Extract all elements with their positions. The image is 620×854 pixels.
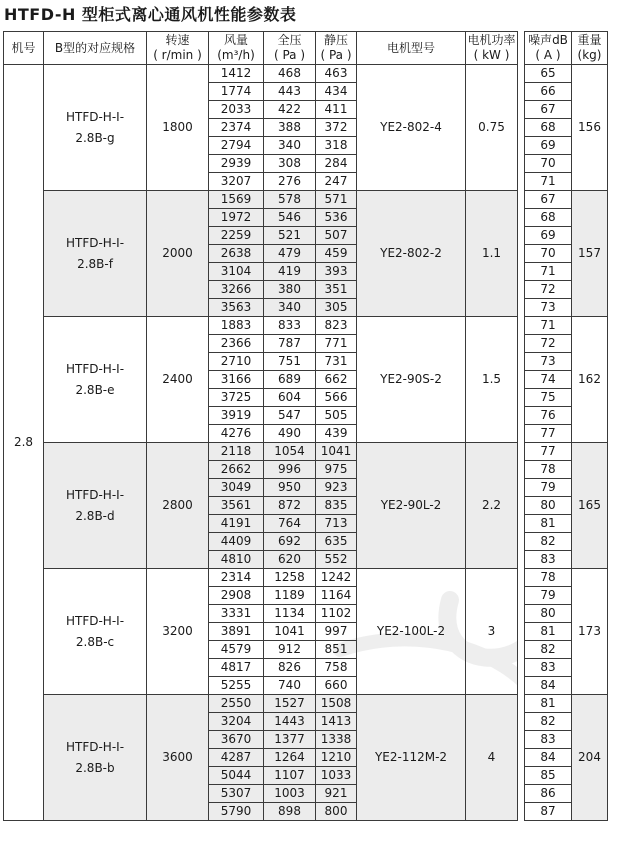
noise-cell: 72: [525, 335, 572, 353]
noise-cell: 79: [525, 479, 572, 497]
gap-cell: [518, 443, 525, 569]
static-pressure-cell: 823: [316, 317, 357, 335]
flow-cell: 5255: [209, 677, 264, 695]
spec-cell: [44, 695, 147, 821]
static-pressure-cell: 921: [316, 785, 357, 803]
total-pressure-cell: 547: [264, 407, 316, 425]
total-pressure-cell: 1041: [264, 623, 316, 641]
flow-cell: 2794: [209, 137, 264, 155]
weight-cell: 156: [572, 65, 608, 191]
spec-line-1: HTFD-H-I-: [65, 361, 125, 376]
static-pressure-cell: 434: [316, 83, 357, 101]
header-gap: [518, 32, 525, 65]
noise-cell: 83: [525, 659, 572, 677]
spec-line-1: HTFD-H-I-: [65, 109, 125, 124]
total-pressure-cell: 1003: [264, 785, 316, 803]
noise-cell: 84: [525, 749, 572, 767]
flow-cell: 2259: [209, 227, 264, 245]
weight-cell: 204: [572, 695, 608, 821]
flow-cell: 4287: [209, 749, 264, 767]
noise-cell: 80: [525, 605, 572, 623]
noise-cell: 71: [525, 173, 572, 191]
static-pressure-cell: 507: [316, 227, 357, 245]
static-pressure-cell: 1210: [316, 749, 357, 767]
gap-cell: [518, 317, 525, 443]
total-pressure-cell: 950: [264, 479, 316, 497]
noise-cell: 66: [525, 83, 572, 101]
motor-power-cell: 3: [466, 569, 518, 695]
speed-cell: 2800: [147, 443, 209, 569]
total-pressure-cell: 380: [264, 281, 316, 299]
total-pressure-cell: 898: [264, 803, 316, 821]
total-pressure-cell: 340: [264, 137, 316, 155]
static-pressure-cell: 1508: [316, 695, 357, 713]
total-pressure-cell: 826: [264, 659, 316, 677]
spec-cell: [44, 569, 147, 695]
total-pressure-cell: 340: [264, 299, 316, 317]
model-no-cell: 2.8: [4, 65, 44, 821]
spec-cell: [44, 191, 147, 317]
noise-cell: 85: [525, 767, 572, 785]
flow-cell: 3670: [209, 731, 264, 749]
total-pressure-cell: 751: [264, 353, 316, 371]
static-pressure-cell: 713: [316, 515, 357, 533]
gap-cell: [518, 65, 525, 191]
total-pressure-cell: 787: [264, 335, 316, 353]
static-pressure-cell: 351: [316, 281, 357, 299]
static-pressure-cell: 1102: [316, 605, 357, 623]
header-speed: 转速 ( r/min ): [147, 32, 209, 65]
total-pressure-cell: 276: [264, 173, 316, 191]
speed-cell: 1800: [147, 65, 209, 191]
noise-cell: 68: [525, 209, 572, 227]
header-motor-power: 电机功率 ( kW ): [466, 32, 518, 65]
table-row: [4, 443, 608, 461]
header-spec: B型的对应规格: [44, 32, 147, 65]
total-pressure-cell: 1443: [264, 713, 316, 731]
flow-cell: 3204: [209, 713, 264, 731]
flow-cell: 3891: [209, 623, 264, 641]
static-pressure-cell: 1242: [316, 569, 357, 587]
static-pressure-cell: 393: [316, 263, 357, 281]
flow-cell: 2638: [209, 245, 264, 263]
table-row: [4, 569, 608, 587]
static-pressure-cell: 1338: [316, 731, 357, 749]
noise-cell: 70: [525, 245, 572, 263]
noise-cell: 75: [525, 389, 572, 407]
noise-cell: 73: [525, 299, 572, 317]
flow-cell: 3104: [209, 263, 264, 281]
noise-cell: 81: [525, 695, 572, 713]
table-row: [4, 65, 608, 83]
noise-cell: 83: [525, 551, 572, 569]
flow-cell: 2939: [209, 155, 264, 173]
total-pressure-cell: 419: [264, 263, 316, 281]
spec-line-1: HTFD-H-I-: [65, 739, 125, 754]
noise-cell: 73: [525, 353, 572, 371]
static-pressure-cell: 835: [316, 497, 357, 515]
flow-cell: 5307: [209, 785, 264, 803]
noise-cell: 83: [525, 731, 572, 749]
static-pressure-cell: 975: [316, 461, 357, 479]
static-pressure-cell: 536: [316, 209, 357, 227]
static-pressure-cell: 662: [316, 371, 357, 389]
noise-cell: 81: [525, 515, 572, 533]
flow-cell: 2374: [209, 119, 264, 137]
header-weight: 重量 (kg): [572, 32, 608, 65]
total-pressure-cell: 1054: [264, 443, 316, 461]
flow-cell: 4191: [209, 515, 264, 533]
static-pressure-cell: 305: [316, 299, 357, 317]
noise-cell: 71: [525, 263, 572, 281]
total-pressure-cell: 912: [264, 641, 316, 659]
flow-cell: 2118: [209, 443, 264, 461]
noise-cell: 65: [525, 65, 572, 83]
total-pressure-cell: 308: [264, 155, 316, 173]
flow-cell: 2033: [209, 101, 264, 119]
spec-line-2: 2.8B-d: [75, 508, 115, 523]
header-noise: 噪声dB ( A ): [525, 32, 572, 65]
noise-cell: 87: [525, 803, 572, 821]
speed-cell: 2000: [147, 191, 209, 317]
spec-line-2: 2.8B-f: [77, 256, 113, 271]
header-motor-model: 电机型号: [357, 32, 466, 65]
motor-power-cell: 2.2: [466, 443, 518, 569]
total-pressure-cell: 479: [264, 245, 316, 263]
flow-cell: 3207: [209, 173, 264, 191]
static-pressure-cell: 997: [316, 623, 357, 641]
noise-cell: 78: [525, 569, 572, 587]
noise-cell: 72: [525, 281, 572, 299]
header-row: [4, 32, 608, 65]
total-pressure-cell: 1264: [264, 749, 316, 767]
noise-cell: 69: [525, 137, 572, 155]
noise-cell: 67: [525, 101, 572, 119]
total-pressure-cell: 996: [264, 461, 316, 479]
spec-line-1: HTFD-H-I-: [65, 487, 125, 502]
spec-cell: [44, 317, 147, 443]
noise-cell: 84: [525, 677, 572, 695]
motor-power-cell: 4: [466, 695, 518, 821]
motor-power-cell: 0.75: [466, 65, 518, 191]
motor-model-cell: YE2-802-4: [357, 65, 466, 191]
spec-line-2: 2.8B-b: [75, 760, 115, 775]
static-pressure-cell: 505: [316, 407, 357, 425]
noise-cell: 70: [525, 155, 572, 173]
motor-model-cell: YE2-112M-2: [357, 695, 466, 821]
total-pressure-cell: 521: [264, 227, 316, 245]
weight-cell: 165: [572, 443, 608, 569]
static-pressure-cell: 635: [316, 533, 357, 551]
total-pressure-cell: 388: [264, 119, 316, 137]
flow-cell: 3919: [209, 407, 264, 425]
flow-cell: 3725: [209, 389, 264, 407]
static-pressure-cell: 439: [316, 425, 357, 443]
static-pressure-cell: 372: [316, 119, 357, 137]
performance-table: [3, 31, 608, 821]
noise-cell: 68: [525, 119, 572, 137]
flow-cell: 2710: [209, 353, 264, 371]
header-flow: 风量 (m³/h): [209, 32, 264, 65]
noise-cell: 71: [525, 317, 572, 335]
flow-cell: 1883: [209, 317, 264, 335]
noise-cell: 69: [525, 227, 572, 245]
total-pressure-cell: 604: [264, 389, 316, 407]
gap-cell: [518, 695, 525, 821]
motor-power-cell: 1.5: [466, 317, 518, 443]
static-pressure-cell: 284: [316, 155, 357, 173]
spec-line-1: HTFD-H-I-: [65, 235, 125, 250]
total-pressure-cell: 620: [264, 551, 316, 569]
flow-cell: 1972: [209, 209, 264, 227]
flow-cell: 2662: [209, 461, 264, 479]
static-pressure-cell: 552: [316, 551, 357, 569]
flow-cell: 3049: [209, 479, 264, 497]
flow-cell: 4817: [209, 659, 264, 677]
motor-model-cell: YE2-100L-2: [357, 569, 466, 695]
static-pressure-cell: 771: [316, 335, 357, 353]
total-pressure-cell: 1258: [264, 569, 316, 587]
flow-cell: 1412: [209, 65, 264, 83]
total-pressure-cell: 833: [264, 317, 316, 335]
static-pressure-cell: 660: [316, 677, 357, 695]
total-pressure-cell: 468: [264, 65, 316, 83]
total-pressure-cell: 692: [264, 533, 316, 551]
flow-cell: 1569: [209, 191, 264, 209]
noise-cell: 79: [525, 587, 572, 605]
static-pressure-cell: 571: [316, 191, 357, 209]
static-pressure-cell: 923: [316, 479, 357, 497]
static-pressure-cell: 1033: [316, 767, 357, 785]
noise-cell: 82: [525, 533, 572, 551]
speed-cell: 2400: [147, 317, 209, 443]
total-pressure-cell: 689: [264, 371, 316, 389]
spec-cell: [44, 65, 147, 191]
total-pressure-cell: 546: [264, 209, 316, 227]
table-row: [4, 317, 608, 335]
spec-line-2: 2.8B-g: [75, 130, 115, 145]
noise-cell: 80: [525, 497, 572, 515]
static-pressure-cell: 247: [316, 173, 357, 191]
flow-cell: 3563: [209, 299, 264, 317]
total-pressure-cell: 443: [264, 83, 316, 101]
spec-line-2: 2.8B-c: [75, 634, 115, 649]
flow-cell: 4276: [209, 425, 264, 443]
flow-cell: 4810: [209, 551, 264, 569]
total-pressure-cell: 1527: [264, 695, 316, 713]
static-pressure-cell: 800: [316, 803, 357, 821]
motor-model-cell: YE2-90L-2: [357, 443, 466, 569]
flow-cell: 5044: [209, 767, 264, 785]
total-pressure-cell: 740: [264, 677, 316, 695]
table-row: [4, 695, 608, 713]
static-pressure-cell: 459: [316, 245, 357, 263]
flow-cell: 2366: [209, 335, 264, 353]
total-pressure-cell: 872: [264, 497, 316, 515]
noise-cell: 67: [525, 191, 572, 209]
static-pressure-cell: 318: [316, 137, 357, 155]
header-total-pressure: 全压 ( Pa ): [264, 32, 316, 65]
total-pressure-cell: 422: [264, 101, 316, 119]
noise-cell: 82: [525, 641, 572, 659]
flow-cell: 2908: [209, 587, 264, 605]
static-pressure-cell: 1413: [316, 713, 357, 731]
weight-cell: 162: [572, 317, 608, 443]
weight-cell: 157: [572, 191, 608, 317]
noise-cell: 74: [525, 371, 572, 389]
spec-line-1: HTFD-H-I-: [65, 613, 125, 628]
noise-cell: 77: [525, 443, 572, 461]
noise-cell: 86: [525, 785, 572, 803]
static-pressure-cell: 1041: [316, 443, 357, 461]
static-pressure-cell: 731: [316, 353, 357, 371]
speed-cell: 3600: [147, 695, 209, 821]
table-row: [4, 191, 608, 209]
total-pressure-cell: 764: [264, 515, 316, 533]
spec-cell: [44, 443, 147, 569]
flow-cell: 3331: [209, 605, 264, 623]
static-pressure-cell: 463: [316, 65, 357, 83]
total-pressure-cell: 1134: [264, 605, 316, 623]
total-pressure-cell: 1377: [264, 731, 316, 749]
flow-cell: 2550: [209, 695, 264, 713]
gap-cell: [518, 191, 525, 317]
motor-power-cell: 1.1: [466, 191, 518, 317]
total-pressure-cell: 1107: [264, 767, 316, 785]
static-pressure-cell: 758: [316, 659, 357, 677]
motor-model-cell: YE2-802-2: [357, 191, 466, 317]
header-static-pressure: 静压 ( Pa ): [316, 32, 357, 65]
page-title: HTFD-H 型柜式离心通风机性能参数表: [4, 5, 297, 24]
static-pressure-cell: 851: [316, 641, 357, 659]
static-pressure-cell: 411: [316, 101, 357, 119]
flow-cell: 3561: [209, 497, 264, 515]
speed-cell: 3200: [147, 569, 209, 695]
noise-cell: 81: [525, 623, 572, 641]
noise-cell: 78: [525, 461, 572, 479]
spec-line-2: 2.8B-e: [75, 382, 115, 397]
flow-cell: 3266: [209, 281, 264, 299]
flow-cell: 4409: [209, 533, 264, 551]
motor-model-cell: YE2-90S-2: [357, 317, 466, 443]
total-pressure-cell: 1189: [264, 587, 316, 605]
flow-cell: 2314: [209, 569, 264, 587]
weight-cell: 173: [572, 569, 608, 695]
total-pressure-cell: 578: [264, 191, 316, 209]
noise-cell: 76: [525, 407, 572, 425]
flow-cell: 1774: [209, 83, 264, 101]
header-model-no: 机号: [4, 32, 44, 65]
static-pressure-cell: 1164: [316, 587, 357, 605]
gap-cell: [518, 569, 525, 695]
flow-cell: 3166: [209, 371, 264, 389]
flow-cell: 5790: [209, 803, 264, 821]
total-pressure-cell: 490: [264, 425, 316, 443]
static-pressure-cell: 566: [316, 389, 357, 407]
noise-cell: 82: [525, 713, 572, 731]
flow-cell: 4579: [209, 641, 264, 659]
noise-cell: 77: [525, 425, 572, 443]
